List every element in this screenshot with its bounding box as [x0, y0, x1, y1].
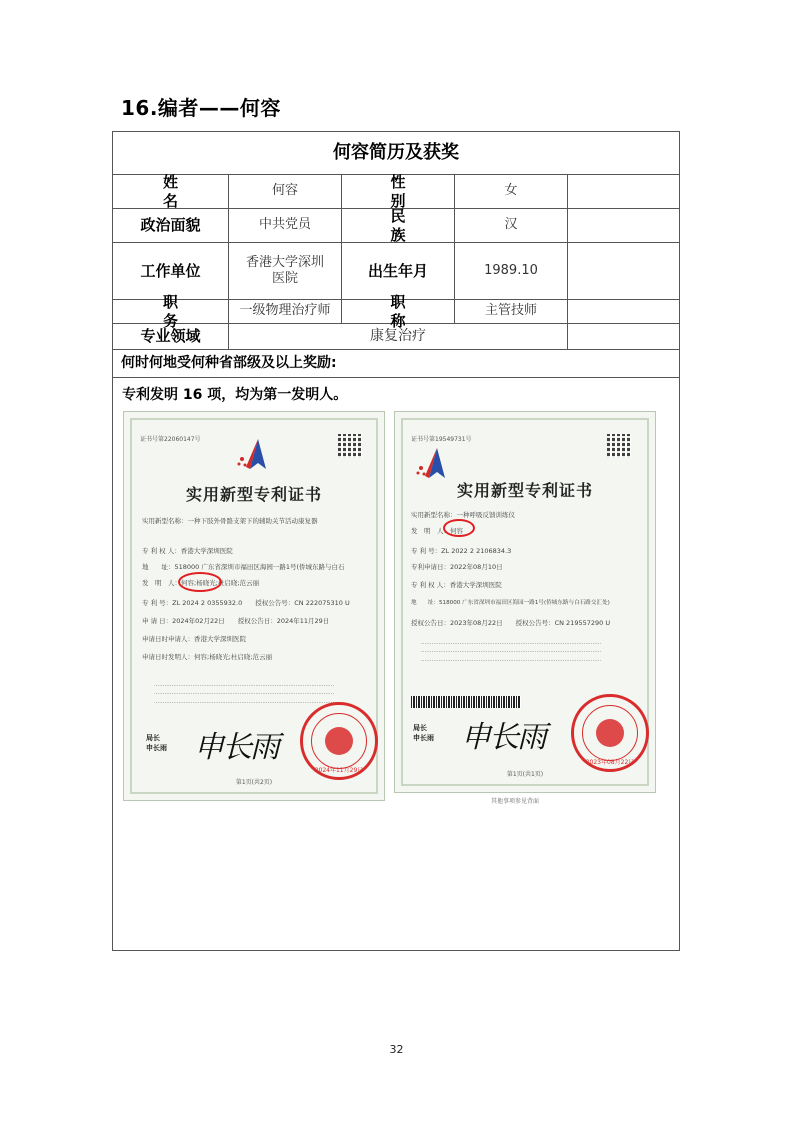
certificate-line: 专 利 号：ZL 2024 2 0355932.0 授权公告号：CN 222075310 U: [142, 599, 350, 607]
certificate-line: 发 明 人：何容: [411, 527, 463, 535]
certificate-footer: 第1页(共1页): [506, 771, 544, 778]
certificate-line: 地 址：518000 广东省深圳市福田区海园一路1号(侨城东路与白石: [142, 563, 345, 571]
certificate-line: 授权公告日：2023年08月22日 授权公告号：CN 219557290 U: [411, 619, 611, 627]
certificate-line: 地 址：518000 广东省深圳市福田区海园一路1号(侨城东路与白石路交汇处): [411, 600, 610, 606]
value-title: 主管技师: [454, 300, 567, 323]
official-seal: [300, 702, 378, 780]
certificate-note: 其他事项参见背面: [491, 798, 540, 805]
certificate-line: 专利申请日：2022年08月10日: [411, 563, 503, 571]
director-signature: 申长雨: [194, 730, 278, 765]
director-title: 局长 申长雨: [413, 724, 434, 742]
barcode-icon: [411, 696, 521, 708]
table-title: 何容简历及获奖: [333, 141, 459, 163]
director-signature: 申长雨: [461, 720, 545, 755]
value-workplace: 香港大学深圳医院: [228, 243, 341, 299]
certificate-line: 实用新型名称：一种呼吸反馈训练仪: [411, 511, 515, 519]
cnipa-logo-icon: [415, 446, 459, 480]
value-field: 康复治疗: [228, 324, 567, 349]
certificate-number: 证书号第19549731号: [411, 436, 472, 443]
label-title: 职 称: [341, 300, 454, 323]
empty-cell: [567, 209, 681, 242]
label-ethnicity: 民 族: [341, 209, 454, 242]
seal-date: 2024年11月29日: [314, 767, 364, 774]
patent-certificate-1: [123, 411, 385, 801]
empty-cell: [567, 175, 681, 208]
empty-cell: [567, 300, 681, 323]
label-gender: 性 别: [341, 175, 454, 208]
official-seal: [571, 694, 649, 772]
table-row: [113, 172, 679, 210]
table-title-row: [113, 132, 679, 175]
certificate-line: 申 请 日：2024年02月22日 授权公告日：2024年11月29日: [142, 617, 330, 625]
certificate-title: 实用新型专利证书: [456, 481, 593, 500]
director-title: 局长 申长雨: [146, 734, 167, 752]
awards-question: 何时何地受何种省部级及以上奖励:: [121, 354, 337, 371]
inventor-highlight-circle: [443, 519, 475, 537]
label-birth: 出生年月: [341, 243, 454, 299]
table-row: [113, 243, 679, 300]
label-position: 职 务: [163, 292, 254, 330]
certificate-body-text: ······································································································· ······································································································· ·······································································································: [421, 641, 602, 664]
value-position: 一级物理治疗师: [228, 300, 341, 323]
label-field: 专业领域: [140, 327, 201, 346]
section-heading: 16.编者——何容: [121, 96, 281, 120]
national-emblem-icon: [596, 719, 624, 747]
awards-note: 专利发明 16 项，均为第一发明人。: [122, 387, 348, 403]
patent-certificate-2: [394, 411, 656, 793]
resume-award-table: [112, 131, 680, 951]
empty-cell: [567, 243, 681, 299]
label-name: 姓 名: [163, 172, 254, 210]
table-row: [113, 206, 679, 244]
certificate-line: 申请日时申请人：香港大学深圳医院: [142, 635, 246, 643]
value-name: 何容: [228, 175, 341, 208]
empty-cell: [567, 324, 681, 349]
certificate-footer: 第1页(共2页): [235, 779, 273, 786]
certificate-line: 发 明 人：何容;杨晓光;杜启晓;范云丽: [142, 579, 260, 587]
table-row: [113, 292, 679, 330]
certificate-line: 申请日时发明人：何容;杨晓光;杜启晓;范云丽: [142, 653, 273, 661]
certificate-line: 专 利 权 人：香港大学深圳医院: [142, 547, 233, 555]
certificate-body-text: ······································································································· ······································································································· ·······································································································: [154, 683, 335, 706]
table-row: [113, 324, 679, 350]
table-row: [113, 350, 679, 378]
certificate-number: 证书号第22060147号: [140, 436, 201, 443]
value-political: 中共党员: [228, 209, 341, 242]
value-gender: 女: [454, 175, 567, 208]
label-workplace: 工作单位: [140, 261, 201, 280]
value-ethnicity: 汉: [454, 209, 567, 242]
label-political: 政治面貌: [140, 216, 201, 235]
qr-code-icon: [338, 434, 362, 458]
certificate-line: 专 利 号：ZL 2022 2 2106834.3: [411, 547, 512, 555]
qr-code-icon: [607, 434, 631, 458]
seal-date: 2023年08月22日: [585, 759, 635, 766]
certificate-line: 专 利 权 人：香港大学深圳医院: [411, 581, 502, 589]
certificate-title: 实用新型专利证书: [185, 485, 322, 504]
national-emblem-icon: [325, 727, 353, 755]
cnipa-logo-icon: [236, 437, 280, 471]
value-birth: 1989.10: [454, 243, 567, 299]
page-number: 32: [389, 1043, 404, 1056]
inventor-highlight-circle: [178, 572, 222, 592]
certificate-line: 实用新型名称：一种下肢外骨骼支架下的辅助关节活动康复器: [142, 517, 318, 525]
